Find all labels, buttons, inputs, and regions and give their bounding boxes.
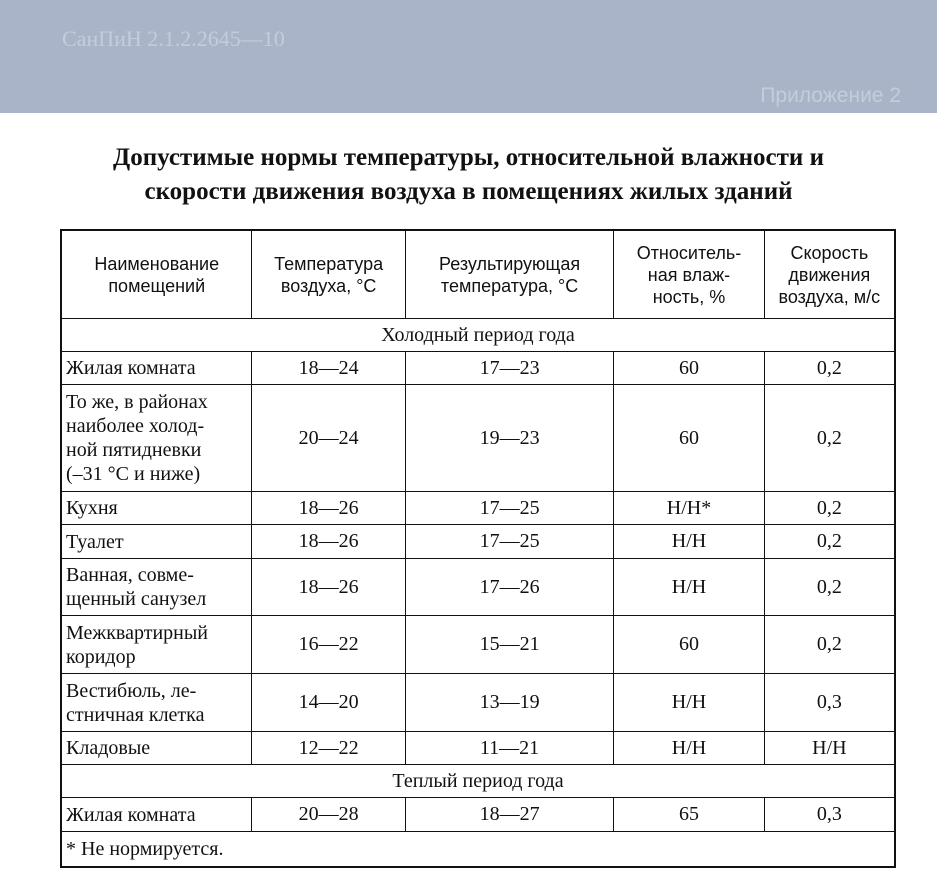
result-temp-cell: 13—19 bbox=[405, 674, 614, 732]
result-temp-cell: 17—25 bbox=[405, 492, 614, 525]
room-name-line: Кухня bbox=[66, 497, 118, 519]
air-temp-cell: 18—24 bbox=[252, 352, 405, 385]
footnote-row bbox=[61, 832, 895, 868]
table-title bbox=[0, 141, 937, 209]
appendix-label: Приложение 2 bbox=[760, 84, 901, 107]
table-row bbox=[61, 798, 895, 832]
period-label-warm: Теплый период года bbox=[61, 765, 895, 798]
column-header-humidity bbox=[614, 230, 764, 319]
room-name bbox=[61, 798, 252, 832]
result-temp-cell: 19—23 bbox=[405, 385, 614, 492]
header-line: движения bbox=[788, 264, 871, 285]
table-row bbox=[61, 674, 895, 732]
table-row bbox=[61, 732, 895, 765]
room-name bbox=[61, 732, 252, 765]
air-temp-cell: 20—28 bbox=[252, 798, 405, 832]
document-code: СанПиН 2.1.2.2645—10 bbox=[62, 26, 285, 51]
header-line: воздуха, м/с bbox=[778, 286, 881, 307]
air-speed-cell: Н/Н bbox=[764, 732, 895, 765]
header-band bbox=[0, 0, 937, 113]
period-row-warm bbox=[61, 765, 895, 798]
air-speed-cell: 0,2 bbox=[764, 559, 895, 616]
room-name bbox=[61, 352, 252, 385]
header-line: помещений bbox=[108, 275, 206, 296]
room-name-line: То же, в районах bbox=[66, 391, 208, 413]
room-name-line: щенный санузел bbox=[66, 588, 207, 610]
air-temp-cell: 18—26 bbox=[252, 492, 405, 525]
humidity-cell: Н/Н bbox=[614, 732, 764, 765]
table-title-line-1: Допустимые нормы температуры, относительной влажности и bbox=[113, 144, 824, 171]
table-row bbox=[61, 385, 895, 492]
air-temp-cell: 18—26 bbox=[252, 559, 405, 616]
header-line: ная влаж- bbox=[647, 264, 731, 285]
air-speed-cell: 0,2 bbox=[764, 385, 895, 492]
period-label-cold: Холодный период года bbox=[61, 319, 895, 352]
air-speed-cell: 0,2 bbox=[764, 616, 895, 674]
room-name-line: Туалет bbox=[66, 530, 124, 553]
result-temp-cell: 17—23 bbox=[405, 352, 614, 385]
room-name-line: Кладовые bbox=[66, 737, 151, 759]
norms-table bbox=[60, 229, 896, 868]
humidity-cell: 60 bbox=[614, 616, 764, 674]
table-row bbox=[61, 492, 895, 525]
result-temp-cell: 17—25 bbox=[405, 525, 614, 559]
room-name-line: Межквартирный bbox=[66, 621, 209, 644]
header-line: температура, °С bbox=[440, 275, 579, 296]
air-speed-cell: 0,2 bbox=[764, 492, 895, 525]
header-line: Температура bbox=[274, 253, 384, 274]
table-row bbox=[61, 352, 895, 385]
header-line: Скорость bbox=[790, 242, 869, 263]
table-row bbox=[61, 616, 895, 674]
column-header-room-name bbox=[61, 230, 252, 319]
result-temp-cell: 18—27 bbox=[405, 798, 614, 832]
air-speed-cell: 0,2 bbox=[764, 525, 895, 559]
column-header-air-speed bbox=[764, 230, 895, 319]
room-name-line: Жилая комната bbox=[66, 357, 196, 379]
room-name bbox=[61, 674, 252, 732]
air-temp-cell: 20—24 bbox=[252, 385, 405, 492]
table-row bbox=[61, 559, 895, 616]
header-line: воздуха, °С bbox=[280, 275, 377, 296]
room-name-line: наиболее холод- bbox=[66, 415, 205, 437]
humidity-cell: Н/Н* bbox=[614, 492, 764, 525]
air-temp-cell: 12—22 bbox=[252, 732, 405, 765]
result-temp-cell: 17—26 bbox=[405, 559, 614, 616]
table-header-row bbox=[61, 230, 895, 319]
air-speed-cell: 0,3 bbox=[764, 798, 895, 832]
room-name bbox=[61, 385, 252, 492]
room-name-line: коридор bbox=[66, 645, 136, 668]
room-name bbox=[61, 492, 252, 525]
humidity-cell: 60 bbox=[614, 352, 764, 385]
room-name-line: Жилая комната bbox=[66, 803, 196, 826]
table-title-line-2: скорости движения воздуха в помещениях жилых зданий bbox=[144, 178, 793, 205]
room-name-line: Вестибюль, ле- bbox=[66, 679, 197, 702]
air-speed-cell: 0,2 bbox=[764, 352, 895, 385]
room-name bbox=[61, 525, 252, 559]
result-temp-cell: 15—21 bbox=[405, 616, 614, 674]
header-line: Результирующая bbox=[438, 253, 581, 274]
room-name-line: стничная клетка bbox=[66, 703, 205, 726]
air-speed-cell: 0,3 bbox=[764, 674, 895, 732]
header-line: Наименование bbox=[94, 253, 220, 274]
humidity-cell: 60 bbox=[614, 385, 764, 492]
humidity-cell: Н/Н bbox=[614, 525, 764, 559]
result-temp-cell: 11—21 bbox=[405, 732, 614, 765]
header-line: ность, % bbox=[652, 286, 726, 307]
header-line: Относитель- bbox=[636, 242, 742, 263]
period-row-cold bbox=[61, 319, 895, 352]
humidity-cell: Н/Н bbox=[614, 674, 764, 732]
room-name bbox=[61, 559, 252, 616]
table-row bbox=[61, 525, 895, 559]
room-name bbox=[61, 616, 252, 674]
air-temp-cell: 18—26 bbox=[252, 525, 405, 559]
footnote: * Не нормируется. bbox=[61, 832, 895, 868]
room-name-line: (–31 °С и ниже) bbox=[66, 463, 201, 485]
humidity-cell: Н/Н bbox=[614, 559, 764, 616]
room-name-line: Ванная, совме- bbox=[66, 564, 194, 586]
air-temp-cell: 14—20 bbox=[252, 674, 405, 732]
column-header-result-temp bbox=[405, 230, 614, 319]
air-temp-cell: 16—22 bbox=[252, 616, 405, 674]
humidity-cell: 65 bbox=[614, 798, 764, 832]
room-name-line: ной пятидневки bbox=[66, 439, 202, 461]
column-header-air-temp bbox=[252, 230, 405, 319]
